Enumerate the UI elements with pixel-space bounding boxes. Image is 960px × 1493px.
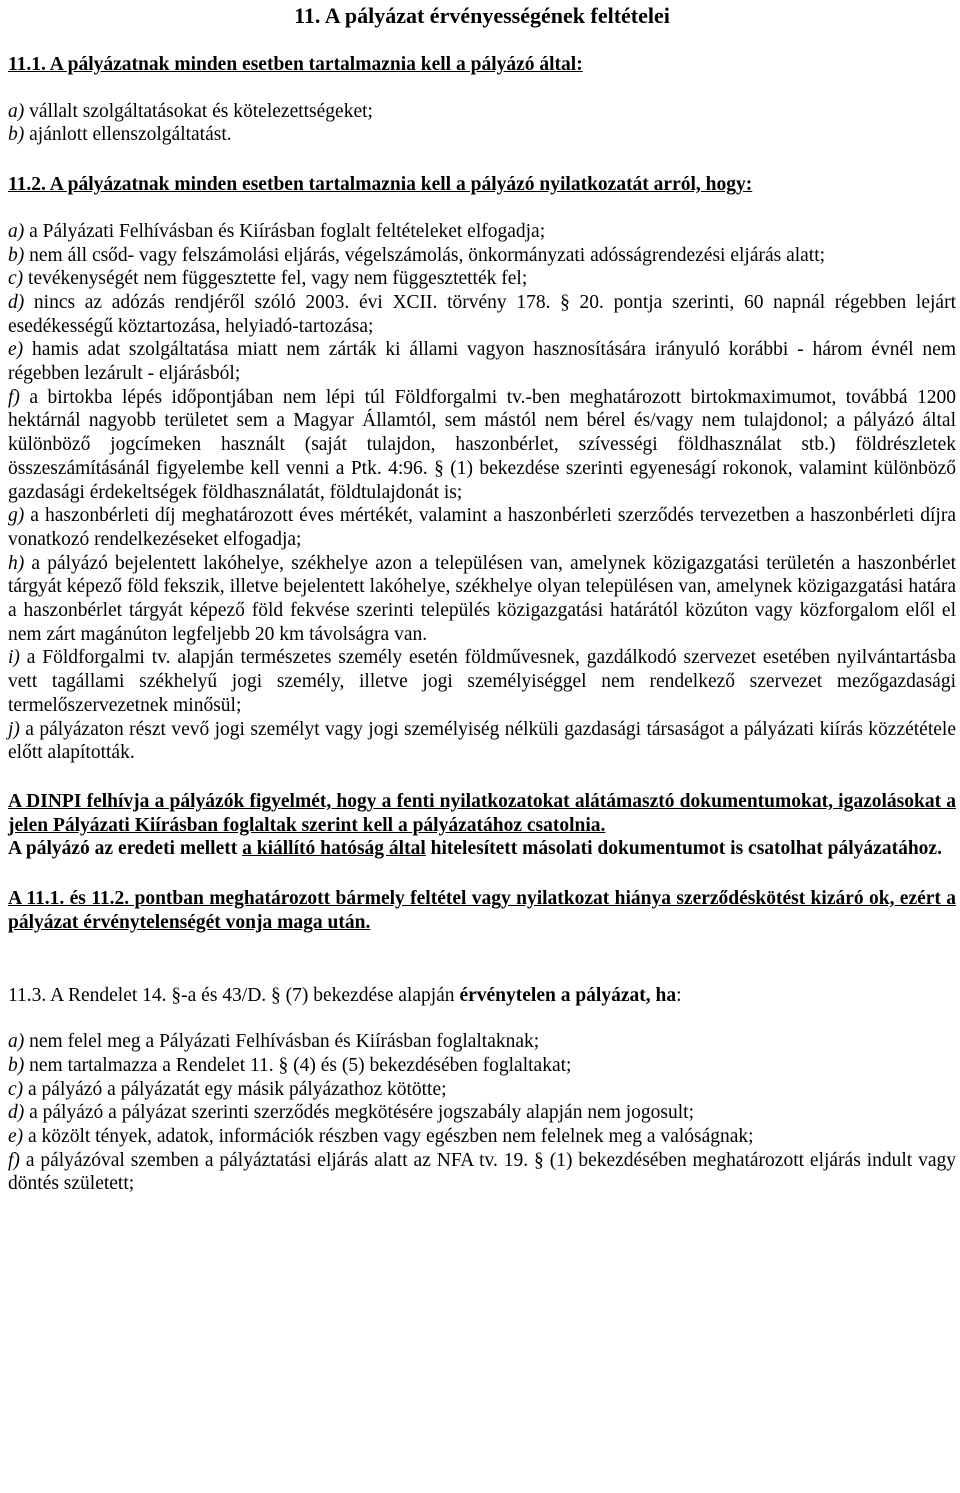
item-letter: d): [8, 291, 25, 313]
item-letter: a): [8, 220, 25, 242]
item-text: a pályázó a pályázat szerinti szerződés megkötésére jogszabály alapján nem jogosult;: [24, 1102, 695, 1124]
item-letter: a): [8, 1031, 25, 1053]
item-text: tevékenységét nem függesztette fel, vagy nem függesztették fel;: [23, 268, 528, 290]
item-text: ajánlott ellenszolgáltatást.: [24, 124, 232, 146]
item-text: a pályázó a pályázatát egy másik pályázathoz kötötte;: [23, 1078, 447, 1100]
section-11-1-list: [8, 100, 956, 147]
item-letter: g): [8, 505, 25, 527]
page-title: 11. A pályázat érvényességének feltételei: [294, 3, 670, 28]
list-item: [8, 244, 956, 268]
item-letter: i): [8, 647, 20, 669]
list-item: [8, 1125, 956, 1149]
item-text: nem felel meg a Pályázati Felhívásban és Kiírásban foglaltaknak;: [24, 1031, 540, 1053]
item-letter: b): [8, 1054, 25, 1076]
exclusion-notice: A 11.1. és 11.2. pontban meghatározott bármely feltétel vagy nyilatkozat hiánya szerződéskötést kizáró ok, ezért a pályázat érvénytelenségét vonja maga után.: [8, 888, 956, 933]
section-11-1-heading: 11.1. A pályázatnak minden esetben tartalmaznia kell a pályázó által:: [8, 54, 583, 75]
item-text: a pályázaton részt vevő jogi személyt vagy jogi személyiség nélküli gazdasági társaságot a pályázati kiírás közzététele előtt alapították.: [8, 718, 956, 764]
list-item: [8, 220, 956, 244]
list-item: [8, 1101, 956, 1125]
list-item: [8, 338, 956, 385]
list-item: [8, 552, 956, 647]
item-letter: f): [8, 1149, 20, 1171]
item-text: nincs az adózás rendjéről szóló 2003. évi XCII. törvény 178. § 20. pontja szerinti, 60 napnál régebben lejárt esedékességű köztartozása, helyiadó-tartozása;: [8, 291, 956, 337]
document-page: [8, 0, 956, 1196]
list-item: [8, 1030, 956, 1054]
list-item: [8, 291, 956, 338]
item-letter: e): [8, 1126, 24, 1148]
item-letter: f): [8, 386, 20, 408]
item-text: a Pályázati Felhívásban és Kiírásban foglalt feltételeket elfogadja;: [24, 220, 546, 242]
item-text: a Földforgalmi tv. alapján természetes személy esetén földművesnek, gazdálkodó szervezet esetében nyilvántartásba vett tagállami székhelyű jogi személy, illetve jogi személyiséggel nem rendelkező szervezet mezőgazdasági termelőszervezetnek minősül;: [8, 647, 956, 716]
item-letter: h): [8, 552, 25, 574]
section-11-3-list: [8, 1030, 956, 1196]
item-letter: c): [8, 1078, 24, 1100]
list-item: [8, 123, 956, 147]
list-item: [8, 386, 956, 505]
list-item: [8, 1149, 956, 1196]
item-text: nem áll csőd- vagy felszámolási eljárás, végelszámolás, önkormányzati adósságrendezési eljárás alatt;: [24, 244, 826, 266]
section-text: :: [676, 984, 682, 1006]
list-item: [8, 718, 956, 765]
item-letter: c): [8, 268, 24, 290]
item-letter: a): [8, 100, 25, 122]
dinpi-notice: A DINPI felhívja a pályázók figyelmét, hogy a fenti nyilatkozatokat alátámasztó dokumentumokat, igazolásokat a jelen Pályázati Kiírásban foglaltak szerint kell a pályázatához csatolnia.: [8, 790, 956, 836]
item-text: a közölt tények, adatok, információk részben vagy egészben nem felelnek meg a valóságnak;: [23, 1126, 754, 1148]
certified-copy-notice: [8, 837, 956, 861]
notice-underlined-text: a kiállító hatóság által: [242, 838, 426, 860]
list-item: [8, 267, 956, 291]
item-text: vállalt szolgáltatásokat és kötelezettségeket;: [24, 100, 373, 122]
list-item: [8, 1054, 956, 1078]
notice-text: A pályázó az eredeti mellett: [8, 838, 243, 860]
item-letter: d): [8, 1102, 25, 1124]
item-text: a birtokba lépés időpontjában nem lépi túl Földforgalmi tv.-ben meghatározott birtokmaximumot, továbbá 1200 hektárnál nagyobb területet sem a Magyar Államtól, sem mástól nem bérel és/vagy nem tulajdonol; a pályázó által különböző jogcímeken használt (saját tulajdon, haszonbérlet, szívességi földhasználat stb.) földrészletek összeszámításánál figyelembe kell venni a Ptk. 4:96. § (1) bekezdése szerinti egyeneságí rokonok, valamint különböző gazdasági érdekeltségek földhasználatát, földtulajdonát is;: [8, 386, 956, 503]
notice-text: hitelesített másolati dokumentumot is csatolhat pályázatához.: [425, 838, 942, 860]
section-11-3-heading: [8, 984, 956, 1008]
list-item: [8, 100, 956, 124]
item-letter: b): [8, 244, 25, 266]
item-text: hamis adat szolgáltatása miatt nem zárták ki állami vagyon hasznosítására irányuló korábbi - három évnél nem régebben lezárult - eljárásból;: [8, 339, 956, 385]
list-item: [8, 646, 956, 717]
item-text: nem tartalmazza a Rendelet 11. § (4) és (5) bekezdésében foglaltakat;: [24, 1054, 572, 1076]
item-letter: b): [8, 124, 25, 146]
section-11-2-list: [8, 220, 956, 765]
section-bold-text: érvénytelen a pályázat, ha: [459, 984, 677, 1006]
item-letter: j): [8, 718, 20, 740]
section-text: 11.3. A Rendelet 14. §-a és 43/D. § (7) bekezdése alapján: [8, 984, 460, 1006]
list-item: [8, 1078, 956, 1102]
item-letter: e): [8, 339, 24, 361]
section-11-2-heading: 11.2. A pályázatnak minden esetben tartalmaznia kell a pályázó nyilatkozatát arról, hogy:: [8, 174, 753, 196]
item-text: a pályázóval szemben a pályáztatási eljárás alatt az NFA tv. 19. § (1) bekezdésében meghatározott eljárás indult vagy döntés született;: [8, 1149, 956, 1195]
item-text: a haszonbérleti díj meghatározott éves mértékét, valamint a haszonbérleti szerződés tervezetben a haszonbérleti díjra vonatkozó rendelkezéseket elfogadja;: [8, 505, 956, 550]
list-item: [8, 504, 956, 551]
item-text: a pályázó bejelentett lakóhelye, székhelye azon a településen van, amelynek közigazgatási területén a haszonbérlet tárgyát képező föld fekszik, illetve bejelentett lakóhelye, székhelye olyan településen van, amelynek közigazgatási határa a haszonbérlet tárgyát képező föld fekvése szerinti település közigazgatási határától közúton vagy közforgalom elől el nem zárt magánúton legfeljebb 20 km távolságra van.: [8, 552, 956, 645]
